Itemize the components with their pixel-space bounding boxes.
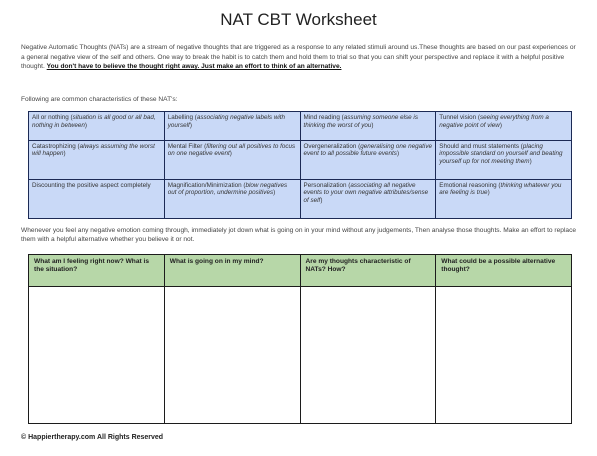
characteristic-cell [300, 140, 436, 179]
characteristic-description: associating negative labels with yourself [167, 114, 286, 129]
characteristic-description: associating all negative events to your own negative attributes/sense of self [303, 181, 429, 204]
characteristic-close: ) [189, 121, 192, 129]
worksheet-header-alternative: What could be a possible alternative thought? [436, 255, 572, 287]
copyright-footer: © Happiertherapy.com All Rights Reserved [21, 434, 164, 441]
worksheet-cell-mind[interactable] [164, 287, 300, 424]
characteristic-description: placing impossible standard on yourself and beating yourself up for not meeting them [439, 142, 563, 165]
characteristic-close: ) [84, 121, 87, 129]
characteristic-description: thinking whatever you are feeling is true [439, 181, 562, 197]
characteristic-close: ) [273, 189, 276, 197]
characteristic-name: Should and must statements ( [439, 142, 523, 150]
worksheet-header-situation: What am I feeling right now? What is the situation? [29, 255, 165, 287]
characteristic-cell [300, 179, 436, 218]
intro-emphasis: You don't have to believe the thought right away. Just make an effort to think of an alternative. [46, 63, 342, 71]
characteristic-cell [436, 112, 572, 141]
page-title: NAT CBT Worksheet [220, 10, 377, 29]
characteristic-close: ) [320, 196, 323, 204]
characteristics-row [29, 179, 572, 218]
characteristics-row [29, 140, 572, 179]
characteristic-name: Overgeneralization ( [303, 142, 361, 150]
characteristic-cell [164, 179, 300, 218]
characteristic-cell [436, 140, 572, 179]
characteristic-description: situation is all good or all bad, nothing in between [32, 114, 156, 129]
intro-paragraph [21, 43, 577, 72]
characteristics-subheading: Following are common characteristics of these NAT's: [21, 96, 178, 103]
characteristic-cell [29, 179, 165, 218]
intro-text: Negative Automatic Thoughts (NATs) are a stream of negative thoughts that are triggered as a response to any related stimuli around us.These thoughts are based on our past experiences or a general negative view of the self and others. One way to break the habit is to catch them and hold them to trial so that you can shift your perspective and replace it with a helpful positive thought. [21, 44, 576, 71]
characteristic-description: blow negatives out of proportion, undermine positives [167, 181, 288, 197]
characteristic-close: ) [499, 121, 502, 129]
characteristic-name: Mental Filter ( [167, 142, 207, 150]
characteristic-name: Labelling ( [167, 114, 197, 121]
characteristic-close: ) [229, 150, 232, 158]
characteristic-cell [29, 112, 165, 141]
worksheet-cell-situation[interactable] [29, 287, 165, 424]
worksheet-header-mind: What is going on in my mind? [164, 255, 300, 287]
worksheet-cell-nats[interactable] [300, 287, 436, 424]
worksheet-cell-alternative[interactable] [436, 287, 572, 424]
instructions-paragraph: Whenever you feel any negative emotion coming through, immediately jot down what is going on in your mind without any judgements, Then analyse those thoughts. Make an effort to replace them with a helpful alternative whether you believe it or not. [21, 227, 577, 244]
characteristic-close: ) [371, 121, 374, 129]
characteristic-name: Emotional reasoning ( [439, 181, 501, 189]
characteristic-cell [300, 112, 436, 141]
characteristic-description: generalising one negative event to all possible future events [303, 142, 432, 158]
characteristic-close: ) [529, 157, 532, 165]
characteristic-name: Tunnel vision ( [439, 114, 480, 121]
characteristic-name: Personalization ( [303, 181, 351, 189]
characteristic-close: ) [487, 189, 490, 197]
characteristic-description: always assuming the worst will happen [32, 142, 155, 158]
characteristic-name: Catastrophizing ( [32, 142, 80, 150]
characteristic-cell [164, 112, 300, 141]
worksheet-header-row [29, 255, 572, 287]
worksheet-header-nats: Are my thoughts characteristic of NATs? How? [300, 255, 436, 287]
characteristic-cell [436, 179, 572, 218]
worksheet-entry-row [29, 287, 572, 424]
characteristic-name: Magnification/Minimization ( [167, 181, 246, 189]
characteristic-close: ) [63, 150, 66, 158]
characteristics-table [28, 111, 572, 219]
worksheet-table [28, 254, 572, 424]
characteristic-description: filtering out all positives to focus on one negative event [167, 142, 296, 158]
characteristics-row [29, 112, 572, 141]
characteristic-name: Discounting the positive aspect completely [32, 181, 151, 189]
characteristic-name: Mind reading ( [303, 114, 344, 121]
characteristic-description: assuming someone else is thinking the worst of you [303, 114, 418, 129]
characteristic-description: seeing everything from a negative point of view [439, 114, 549, 129]
characteristic-cell [164, 140, 300, 179]
characteristic-cell [29, 140, 165, 179]
characteristic-name: All or nothing ( [32, 114, 73, 121]
characteristic-close: ) [396, 150, 400, 158]
